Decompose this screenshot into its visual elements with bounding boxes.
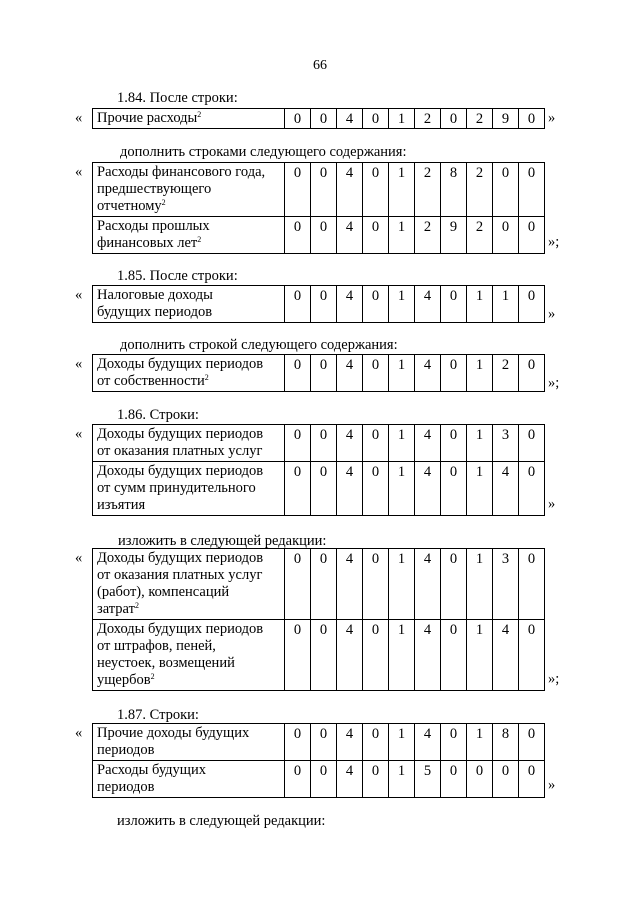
code-digit: 0 — [441, 620, 467, 691]
code-digit: 0 — [519, 355, 545, 392]
code-digit: 1 — [389, 761, 415, 798]
code-digit: 0 — [311, 217, 337, 254]
row-name-line: от собственности$^2$ — [97, 373, 209, 389]
code-digit: 0 — [441, 462, 467, 516]
code-digit: 0 — [311, 462, 337, 516]
row-name-line: от штрафов, пеней, — [97, 638, 216, 654]
code-digit: 4 — [337, 109, 363, 129]
code-digit: 1 — [389, 217, 415, 254]
table-row — [93, 355, 545, 392]
code-digit: 2 — [467, 163, 493, 217]
footnote-mark: 2 — [150, 672, 155, 681]
code-digit: 0 — [363, 425, 389, 462]
code-digit: 4 — [337, 462, 363, 516]
open-quote: « — [75, 164, 83, 180]
row-name — [93, 217, 285, 254]
code-digit: 0 — [363, 217, 389, 254]
code-digit: 0 — [519, 163, 545, 217]
row-name — [93, 549, 285, 620]
table-row — [93, 163, 545, 217]
row-name-line: неустоек, возмещений — [97, 655, 235, 671]
code-digit: 1 — [389, 163, 415, 217]
code-table — [92, 108, 545, 129]
close-quote: »; — [548, 375, 560, 391]
row-name-line: финансовых лет$^2$ — [97, 235, 202, 251]
code-digit: 1 — [389, 425, 415, 462]
code-digit: 0 — [441, 355, 467, 392]
code-digit: 1 — [493, 286, 519, 323]
row-name-line: Доходы будущих периодов — [97, 426, 264, 442]
code-digit: 0 — [519, 724, 545, 761]
code-digit: 0 — [311, 425, 337, 462]
footnote-mark: 2 — [197, 110, 202, 119]
row-name-line: отчетному$^2$ — [97, 198, 166, 214]
close-quote: »; — [548, 234, 560, 250]
code-digit: 0 — [441, 724, 467, 761]
code-digit: 1 — [467, 724, 493, 761]
section-heading: изложить в следующей редакции: — [117, 813, 326, 829]
open-quote: « — [75, 287, 83, 303]
table-row — [93, 549, 545, 620]
row-name-line: Прочие расходы$^2$ — [97, 110, 202, 126]
code-digit: 8 — [493, 724, 519, 761]
code-digit: 9 — [493, 109, 519, 129]
code-digit: 0 — [519, 549, 545, 620]
code-digit: 0 — [493, 163, 519, 217]
code-digit: 4 — [337, 163, 363, 217]
code-digit: 4 — [337, 217, 363, 254]
code-digit: 4 — [415, 286, 441, 323]
code-digit: 4 — [337, 620, 363, 691]
row-name — [93, 286, 285, 323]
code-digit: 8 — [441, 163, 467, 217]
code-digit: 4 — [415, 425, 441, 462]
row-name-line: Доходы будущих периодов — [97, 550, 264, 566]
close-quote: » — [548, 496, 556, 512]
code-digit: 0 — [285, 620, 311, 691]
row-name — [93, 163, 285, 217]
open-quote: « — [75, 550, 83, 566]
code-digit: 1 — [389, 109, 415, 129]
code-digit: 1 — [467, 425, 493, 462]
table-row — [93, 217, 545, 254]
row-name — [93, 724, 285, 761]
code-digit: 0 — [363, 724, 389, 761]
code-digit: 0 — [363, 286, 389, 323]
code-digit: 0 — [311, 286, 337, 323]
section-heading: дополнить строкой следующего содержания: — [120, 337, 398, 353]
code-digit: 0 — [363, 620, 389, 691]
row-name-line: периодов — [97, 779, 155, 795]
open-quote: « — [75, 356, 83, 372]
row-name-line: от сумм принудительного — [97, 480, 256, 496]
code-digit: 4 — [415, 462, 441, 516]
row-name-line: (работ), компенсаций — [97, 584, 230, 600]
row-name-line: Налоговые доходы — [97, 287, 213, 303]
table-row — [93, 462, 545, 516]
code-digit: 1 — [467, 286, 493, 323]
code-digit: 0 — [311, 761, 337, 798]
close-quote: » — [548, 777, 556, 793]
open-quote: « — [75, 725, 83, 741]
code-digit: 2 — [493, 355, 519, 392]
code-digit: 3 — [493, 425, 519, 462]
code-digit: 0 — [311, 109, 337, 129]
code-digit: 0 — [285, 163, 311, 217]
code-table — [92, 548, 545, 691]
row-name-line: Расходы прошлых — [97, 218, 210, 234]
code-digit: 0 — [441, 109, 467, 129]
footnote-mark: 2 — [204, 373, 209, 382]
code-digit: 1 — [467, 620, 493, 691]
row-name-line: будущих периодов — [97, 304, 213, 320]
row-name — [93, 620, 285, 691]
section-heading: 1.85. После строки: — [117, 268, 238, 284]
code-digit: 0 — [519, 620, 545, 691]
code-digit: 5 — [415, 761, 441, 798]
row-name-line: от оказания платных услуг — [97, 443, 263, 459]
row-name-line: затрат$^2$ — [97, 601, 139, 617]
table-row — [93, 724, 545, 761]
code-digit: 4 — [337, 761, 363, 798]
code-table — [92, 162, 545, 254]
code-digit: 3 — [493, 549, 519, 620]
code-digit: 0 — [441, 549, 467, 620]
code-digit: 4 — [337, 355, 363, 392]
code-table — [92, 424, 545, 516]
code-digit: 1 — [467, 462, 493, 516]
code-digit: 2 — [467, 109, 493, 129]
code-digit: 0 — [285, 286, 311, 323]
code-digit: 0 — [519, 109, 545, 129]
code-digit: 4 — [415, 355, 441, 392]
code-digit: 0 — [311, 355, 337, 392]
code-digit: 1 — [389, 724, 415, 761]
row-name-line: Прочие доходы будущих — [97, 725, 250, 741]
code-digit: 0 — [285, 724, 311, 761]
table-row — [93, 109, 545, 129]
code-digit: 1 — [389, 286, 415, 323]
code-table — [92, 285, 545, 323]
footnote-mark: 2 — [197, 235, 202, 244]
row-name-line: периодов — [97, 742, 155, 758]
code-digit: 0 — [519, 286, 545, 323]
code-digit: 0 — [363, 761, 389, 798]
code-digit: 4 — [415, 724, 441, 761]
code-table — [92, 723, 545, 798]
code-digit: 0 — [441, 761, 467, 798]
code-digit: 0 — [311, 549, 337, 620]
code-digit: 0 — [285, 355, 311, 392]
code-digit: 2 — [415, 217, 441, 254]
code-digit: 2 — [467, 217, 493, 254]
row-name-line: Доходы будущих периодов — [97, 356, 264, 372]
code-digit: 4 — [337, 724, 363, 761]
row-name-line: Расходы финансового года, — [97, 164, 266, 180]
code-digit: 9 — [441, 217, 467, 254]
code-digit: 4 — [415, 549, 441, 620]
code-digit: 0 — [441, 425, 467, 462]
code-digit: 4 — [493, 620, 519, 691]
code-digit: 2 — [415, 109, 441, 129]
section-heading: 1.84. После строки: — [117, 90, 238, 106]
row-name-line: ущербов$^2$ — [97, 672, 155, 688]
code-digit: 0 — [363, 109, 389, 129]
code-digit: 4 — [337, 425, 363, 462]
row-name-line: изъятия — [97, 497, 146, 513]
footnote-mark: 2 — [134, 601, 139, 610]
code-digit: 0 — [311, 724, 337, 761]
code-digit: 0 — [311, 620, 337, 691]
code-digit: 4 — [337, 286, 363, 323]
code-digit: 0 — [441, 286, 467, 323]
code-digit: 4 — [415, 620, 441, 691]
code-digit: 1 — [389, 462, 415, 516]
code-digit: 0 — [519, 761, 545, 798]
code-digit: 4 — [493, 462, 519, 516]
section-heading: 1.86. Строки: — [117, 407, 199, 423]
code-digit: 0 — [493, 761, 519, 798]
close-quote: » — [548, 306, 556, 322]
code-digit: 0 — [519, 217, 545, 254]
code-digit: 0 — [285, 761, 311, 798]
code-digit: 0 — [363, 549, 389, 620]
code-digit: 0 — [363, 462, 389, 516]
row-name-line: Расходы будущих — [97, 762, 206, 778]
row-name — [93, 355, 285, 392]
row-name-line: Доходы будущих периодов — [97, 463, 264, 479]
code-digit: 0 — [285, 109, 311, 129]
code-digit: 0 — [311, 163, 337, 217]
code-digit: 0 — [285, 425, 311, 462]
code-digit: 0 — [285, 549, 311, 620]
code-digit: 0 — [285, 462, 311, 516]
row-name — [93, 462, 285, 516]
row-name-line: предшествующего — [97, 181, 212, 197]
code-digit: 1 — [389, 549, 415, 620]
code-digit: 1 — [389, 355, 415, 392]
open-quote: « — [75, 110, 83, 126]
code-digit: 0 — [519, 425, 545, 462]
code-digit: 0 — [285, 217, 311, 254]
row-name — [93, 425, 285, 462]
row-name — [93, 109, 285, 129]
code-digit: 1 — [467, 549, 493, 620]
code-digit: 1 — [467, 355, 493, 392]
code-digit: 0 — [363, 355, 389, 392]
table-row — [93, 761, 545, 798]
code-digit: 0 — [467, 761, 493, 798]
code-digit: 0 — [493, 217, 519, 254]
section-heading: изложить в следующей редакции: — [118, 533, 327, 549]
table-row — [93, 620, 545, 691]
code-digit: 0 — [519, 462, 545, 516]
section-heading: 1.87. Строки: — [117, 707, 199, 723]
close-quote: »; — [548, 671, 560, 687]
code-digit: 0 — [363, 163, 389, 217]
row-name-line: от оказания платных услуг — [97, 567, 263, 583]
row-name — [93, 761, 285, 798]
close-quote: » — [548, 110, 556, 126]
footnote-mark: 2 — [161, 198, 166, 207]
code-table — [92, 354, 545, 392]
table-row — [93, 286, 545, 323]
table-row — [93, 425, 545, 462]
code-digit: 1 — [389, 620, 415, 691]
row-name-line: Доходы будущих периодов — [97, 621, 264, 637]
section-heading: дополнить строками следующего содержания: — [120, 144, 407, 160]
code-digit: 2 — [415, 163, 441, 217]
open-quote: « — [75, 426, 83, 442]
code-digit: 4 — [337, 549, 363, 620]
page-number: 66 — [313, 58, 327, 73]
